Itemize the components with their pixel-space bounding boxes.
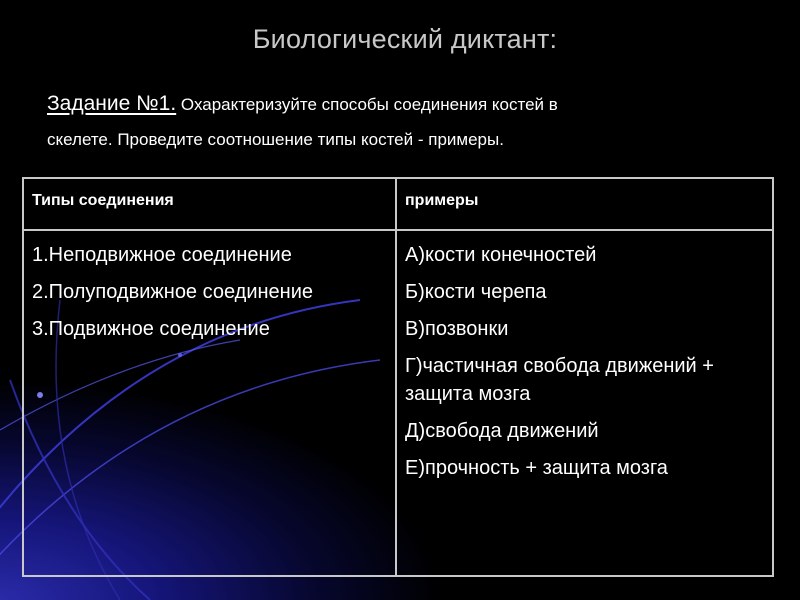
matching-table [22, 177, 774, 577]
example-item: В)позвонки [405, 318, 509, 340]
types-cell [23, 230, 396, 576]
type-item: 3.Подвижное соединение [32, 318, 270, 340]
examples-cell [396, 230, 773, 576]
type-item: 2.Полуподвижное соединение [32, 281, 313, 303]
table-header-row [23, 178, 773, 230]
example-item: Г)частичная свобода движений + защита мозга [405, 355, 714, 405]
task-text-line1: Охарактеризуйте способы соединения костей в [180, 95, 558, 114]
task-label: Задание №1. [47, 92, 177, 115]
task-text [47, 86, 767, 157]
header-types: Типы соединения [23, 178, 396, 230]
header-examples: примеры [396, 178, 773, 230]
example-item: А)кости конечностей [405, 244, 597, 266]
slide-title: Биологический диктант: [252, 24, 558, 54]
table-row [23, 230, 773, 576]
task-text-line2: скелете. Проведите соотношение типы костей - примеры. [47, 130, 504, 149]
example-item: Б)кости черепа [405, 281, 547, 303]
example-item: Е)прочность + защита мозга [405, 457, 668, 479]
example-item: Д)свобода движений [405, 420, 599, 442]
type-item: 1.Неподвижное соединение [32, 244, 292, 266]
